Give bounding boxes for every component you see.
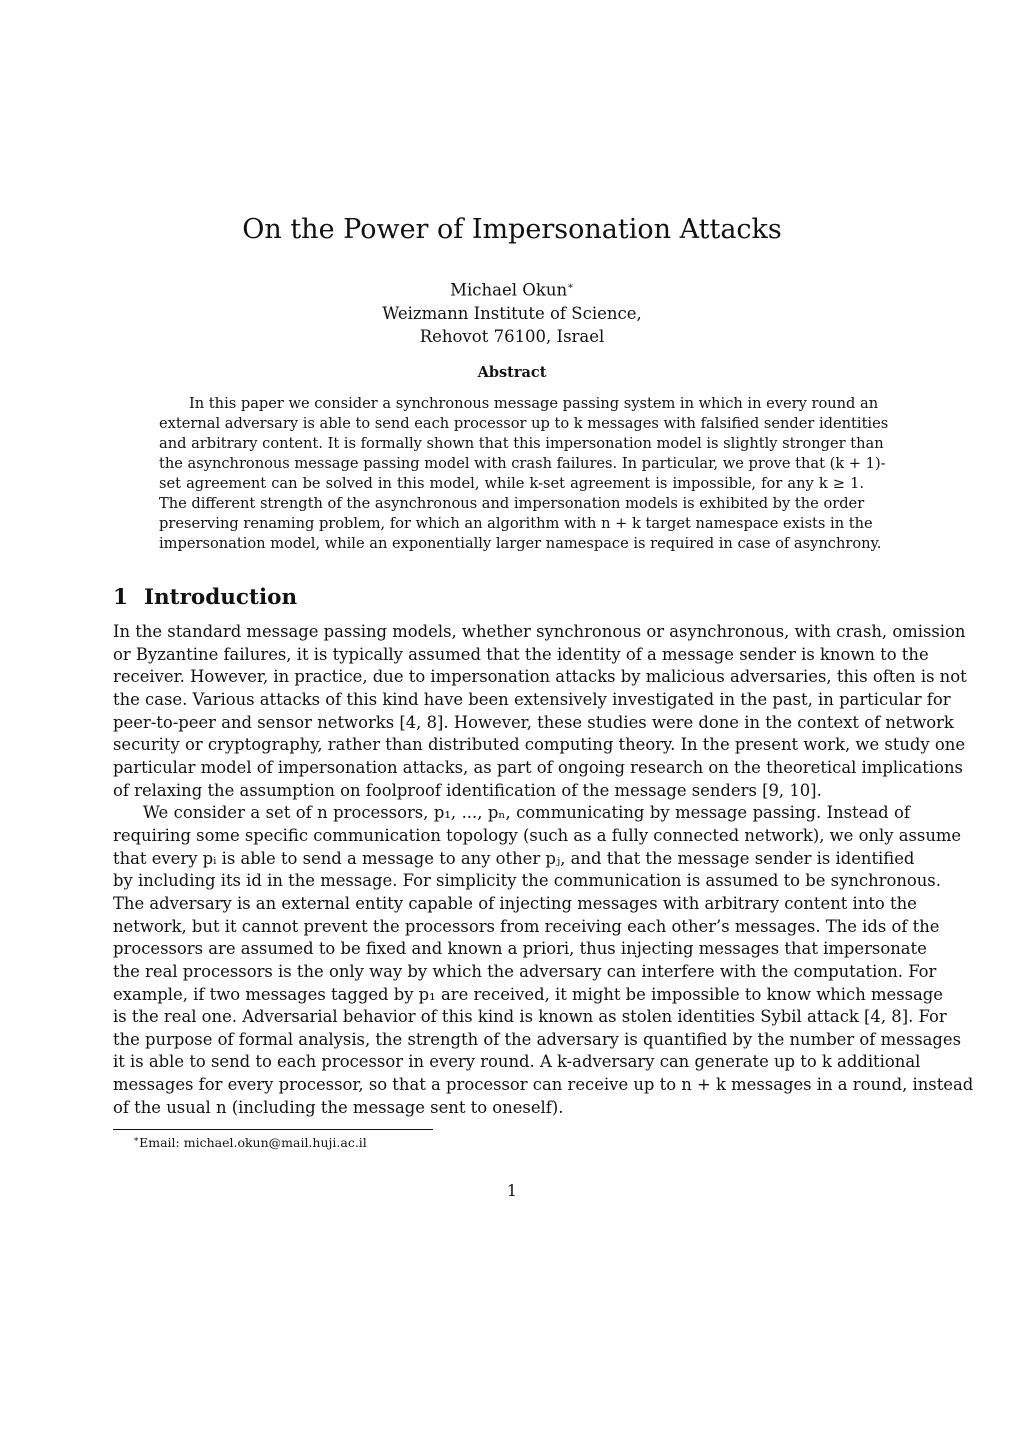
text-line: or Byzantine failures, it is typically assumed that the identity of a message sender is known to the [113,644,929,664]
text-line: In this paper we consider a synchronous message passing system in which in every round an [189,395,879,412]
text-line: of relaxing the assumption on foolproof identification of the message senders [9, 10]. [113,780,822,800]
footnote-text: Email: michael.okun@mail.huji.ac.il [139,1135,367,1151]
text-line: of the usual n (including the message sent to oneself). [113,1097,564,1117]
text-line: and arbitrary content. It is formally shown that this impersonation model is slightly stronger than [159,435,884,452]
text-line: network, but it cannot prevent the processors from receiving each other’s messages. The ids of the [113,916,940,936]
text-line: peer-to-peer and sensor networks [4, 8]. However, these studies were done in the context of network [113,712,954,732]
text-line: The adversary is an external entity capable of injecting messages with arbitrary content into the [113,893,917,913]
author-address: Rehovot 76100, Israel [419,326,605,346]
text-line: The different strength of the asynchronous and impersonation models is exhibited by the order [159,495,865,512]
text-line: external adversary is able to send each processor up to k messages with falsified sender identities [159,415,889,432]
section-title: Introduction [143,585,298,610]
footnote-rule [113,1129,433,1130]
text-line: the real processors is the only way by which the adversary can interfere with the computation. For [113,961,937,981]
section-heading [113,585,297,610]
paragraph [113,621,967,802]
text-line: it is able to send to each processor in every round. A k-adversary can generate up to k additional [113,1052,921,1072]
text-line: the purpose of formal analysis, the strength of the adversary is quantified by the number of messages [113,1029,962,1049]
footnote [133,1135,367,1150]
text-line: example, if two messages tagged by p₁ are received, it might be impossible to know which message [113,984,943,1004]
text-line: requiring some specific communication topology (such as a fully connected network), we only assume [113,825,962,845]
text-line: impersonation model, while an exponentially larger namespace is required in case of asynchrony. [159,535,882,552]
text-line: the asynchronous message passing model with crash failures. In particular, we prove that (k + 1)- [159,455,886,472]
abstract-heading: Abstract [477,364,547,381]
text-line: that every pᵢ is able to send a message to any other pⱼ, and that the message sender is identified [113,848,915,868]
footnote-mark: ∗ [567,281,574,292]
body-text [113,621,974,1119]
abstract-text [159,394,889,554]
text-line: messages for every processor, so that a processor can receive up to n + k messages in a round, instead [113,1075,974,1095]
text-line: particular model of impersonation attacks, as part of ongoing research on the theoretical implications [113,757,963,777]
text-line: We consider a set of n processors, p₁, ..., pₙ, communicating by message passing. Instead of [143,803,910,823]
text-line: security or cryptography, rather than distributed computing theory. In the present work, we study one [113,735,966,755]
text-line: the case. Various attacks of this kind have been extensively investigated in the past, in particular for [113,689,951,709]
paper-title: On the Power of Impersonation Attacks [242,214,782,245]
text-line: preserving renaming problem, for which an algorithm with n + k target namespace exists in the [159,515,873,532]
author-block [0,275,1024,348]
text-line: by including its id in the message. For simplicity the communication is assumed to be synchronous. [113,871,941,891]
text-line: processors are assumed to be fixed and known a priori, thus injecting messages that impersonate [113,939,927,959]
author-affiliation: Weizmann Institute of Science, [382,303,642,323]
page-number: 1 [506,1181,518,1200]
footnote-mark: ∗ [133,1135,140,1145]
text-line: receiver. However, in practice, due to impersonation attacks by malicious adversaries, this often is not [113,667,967,687]
section-number: 1 [113,585,128,610]
paragraph [113,802,974,1119]
text-line: set agreement can be solved in this model, while k-set agreement is impossible, for any k ≥ 1. [159,475,864,492]
author-name: Michael Okun [450,280,568,300]
text-line: In the standard message passing models, whether synchronous or asynchronous, with crash, omission [113,622,966,641]
text-line: is the real one. Adversarial behavior of this kind is known as stolen identities Sybil attack [4, 8]. For [113,1007,947,1027]
